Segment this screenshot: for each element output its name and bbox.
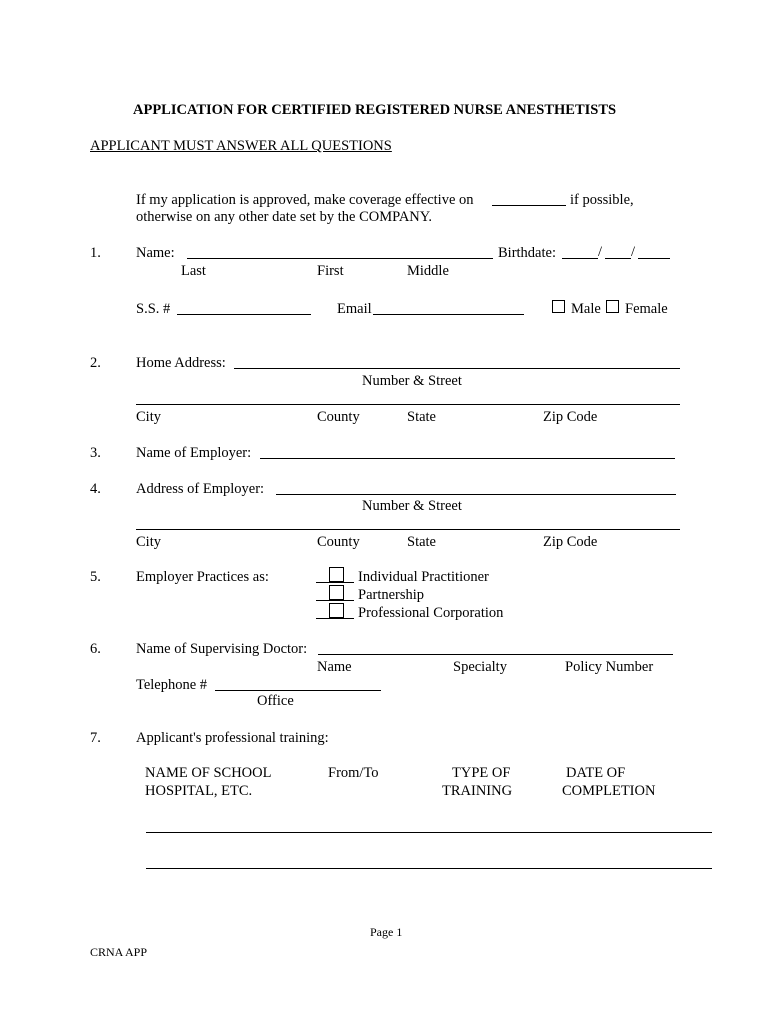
doctor-name-sublabel: Name — [317, 659, 352, 675]
zip-sublabel: Zip Code — [543, 534, 598, 550]
training-row-line[interactable] — [146, 832, 712, 833]
name-label: Name: — [136, 245, 175, 261]
question-number: 2. — [90, 355, 101, 371]
intro-line1-text: If my application is approved, make coverage effective on — [136, 192, 474, 208]
ss-number-field[interactable] — [177, 314, 311, 315]
home-city-state-field[interactable] — [136, 404, 680, 405]
date-separator: / — [598, 244, 603, 260]
training-label: Applicant's professional training: — [136, 730, 329, 746]
state-sublabel: State — [407, 409, 436, 425]
applicant-name-field[interactable] — [187, 258, 493, 259]
question-number: 3. — [90, 445, 101, 461]
employer-name-field[interactable] — [260, 458, 675, 459]
date-separator: / — [631, 244, 636, 260]
supervising-doctor-label: Name of Supervising Doctor: — [136, 641, 308, 657]
col-school-header: NAME OF SCHOOL — [145, 765, 272, 781]
question-number: 6. — [90, 641, 101, 657]
state-sublabel: State — [407, 534, 436, 550]
doctor-specialty-sublabel: Specialty — [453, 659, 507, 675]
city-sublabel: City — [136, 534, 161, 550]
question-number: 4. — [90, 481, 101, 497]
intro-line1-suffix: if possible, — [570, 192, 634, 208]
page-title: APPLICATION FOR CERTIFIED REGISTERED NURSE ANESTHETISTS — [133, 102, 617, 118]
partnership-checkbox[interactable] — [329, 585, 344, 600]
employer-city-state-field[interactable] — [136, 529, 680, 530]
page-number: Page 1 — [370, 925, 403, 939]
coverage-effective-date-field[interactable] — [492, 205, 566, 206]
ss-label: S.S. # — [136, 301, 171, 317]
training-row-line[interactable] — [146, 868, 712, 869]
city-sublabel: City — [136, 409, 161, 425]
employer-street-field[interactable] — [276, 494, 676, 495]
question-number: 1. — [90, 245, 101, 261]
birthdate-month-field[interactable] — [562, 258, 598, 259]
female-checkbox[interactable] — [606, 300, 619, 313]
birthdate-year-field[interactable] — [638, 258, 670, 259]
col-date-header: DATE OF — [566, 765, 626, 781]
email-field[interactable] — [373, 314, 524, 315]
col-fromto-header: From/To — [328, 765, 379, 781]
instruction-text: APPLICANT MUST ANSWER ALL QUESTIONS — [90, 138, 392, 154]
male-label: Male — [571, 301, 601, 317]
question-number: 7. — [90, 730, 101, 746]
col-type-header: TYPE OF — [452, 765, 511, 781]
option-line — [316, 582, 354, 583]
col-school-header-2: HOSPITAL, ETC. — [145, 783, 253, 799]
county-sublabel: County — [317, 409, 360, 425]
option-line — [316, 618, 354, 619]
email-label: Email — [337, 301, 372, 317]
female-label: Female — [625, 301, 668, 317]
employer-practices-label: Employer Practices as: — [136, 569, 269, 585]
form-id: CRNA APP — [90, 945, 148, 959]
office-sublabel: Office — [257, 693, 294, 709]
intro-line2-text: otherwise on any other date set by the COMPANY. — [136, 209, 433, 225]
employer-name-label: Name of Employer: — [136, 445, 252, 461]
name-sublabel-last: Last — [181, 263, 206, 279]
home-address-label: Home Address: — [136, 355, 226, 371]
birthdate-label: Birthdate: — [498, 245, 556, 261]
telephone-field[interactable] — [215, 690, 381, 691]
zip-sublabel: Zip Code — [543, 409, 598, 425]
individual-practitioner-checkbox[interactable] — [329, 567, 344, 582]
telephone-label: Telephone # — [136, 677, 208, 693]
street-sublabel: Number & Street — [362, 373, 462, 389]
male-checkbox[interactable] — [552, 300, 565, 313]
col-type-header-2: TRAINING — [442, 783, 513, 799]
home-street-field[interactable] — [234, 368, 680, 369]
supervising-doctor-field[interactable] — [318, 654, 673, 655]
option-individual-practitioner: Individual Practitioner — [358, 569, 489, 585]
name-sublabel-first: First — [317, 263, 344, 279]
county-sublabel: County — [317, 534, 360, 550]
option-line — [316, 600, 354, 601]
professional-corporation-checkbox[interactable] — [329, 603, 344, 618]
option-professional-corporation: Professional Corporation — [358, 605, 504, 621]
birthdate-day-field[interactable] — [605, 258, 631, 259]
employer-address-label: Address of Employer: — [136, 481, 265, 497]
question-number: 5. — [90, 569, 101, 585]
doctor-policy-sublabel: Policy Number — [565, 659, 654, 675]
street-sublabel: Number & Street — [362, 498, 462, 514]
option-partnership: Partnership — [358, 587, 425, 603]
name-sublabel-middle: Middle — [407, 263, 449, 279]
col-date-header-2: COMPLETION — [562, 783, 656, 799]
